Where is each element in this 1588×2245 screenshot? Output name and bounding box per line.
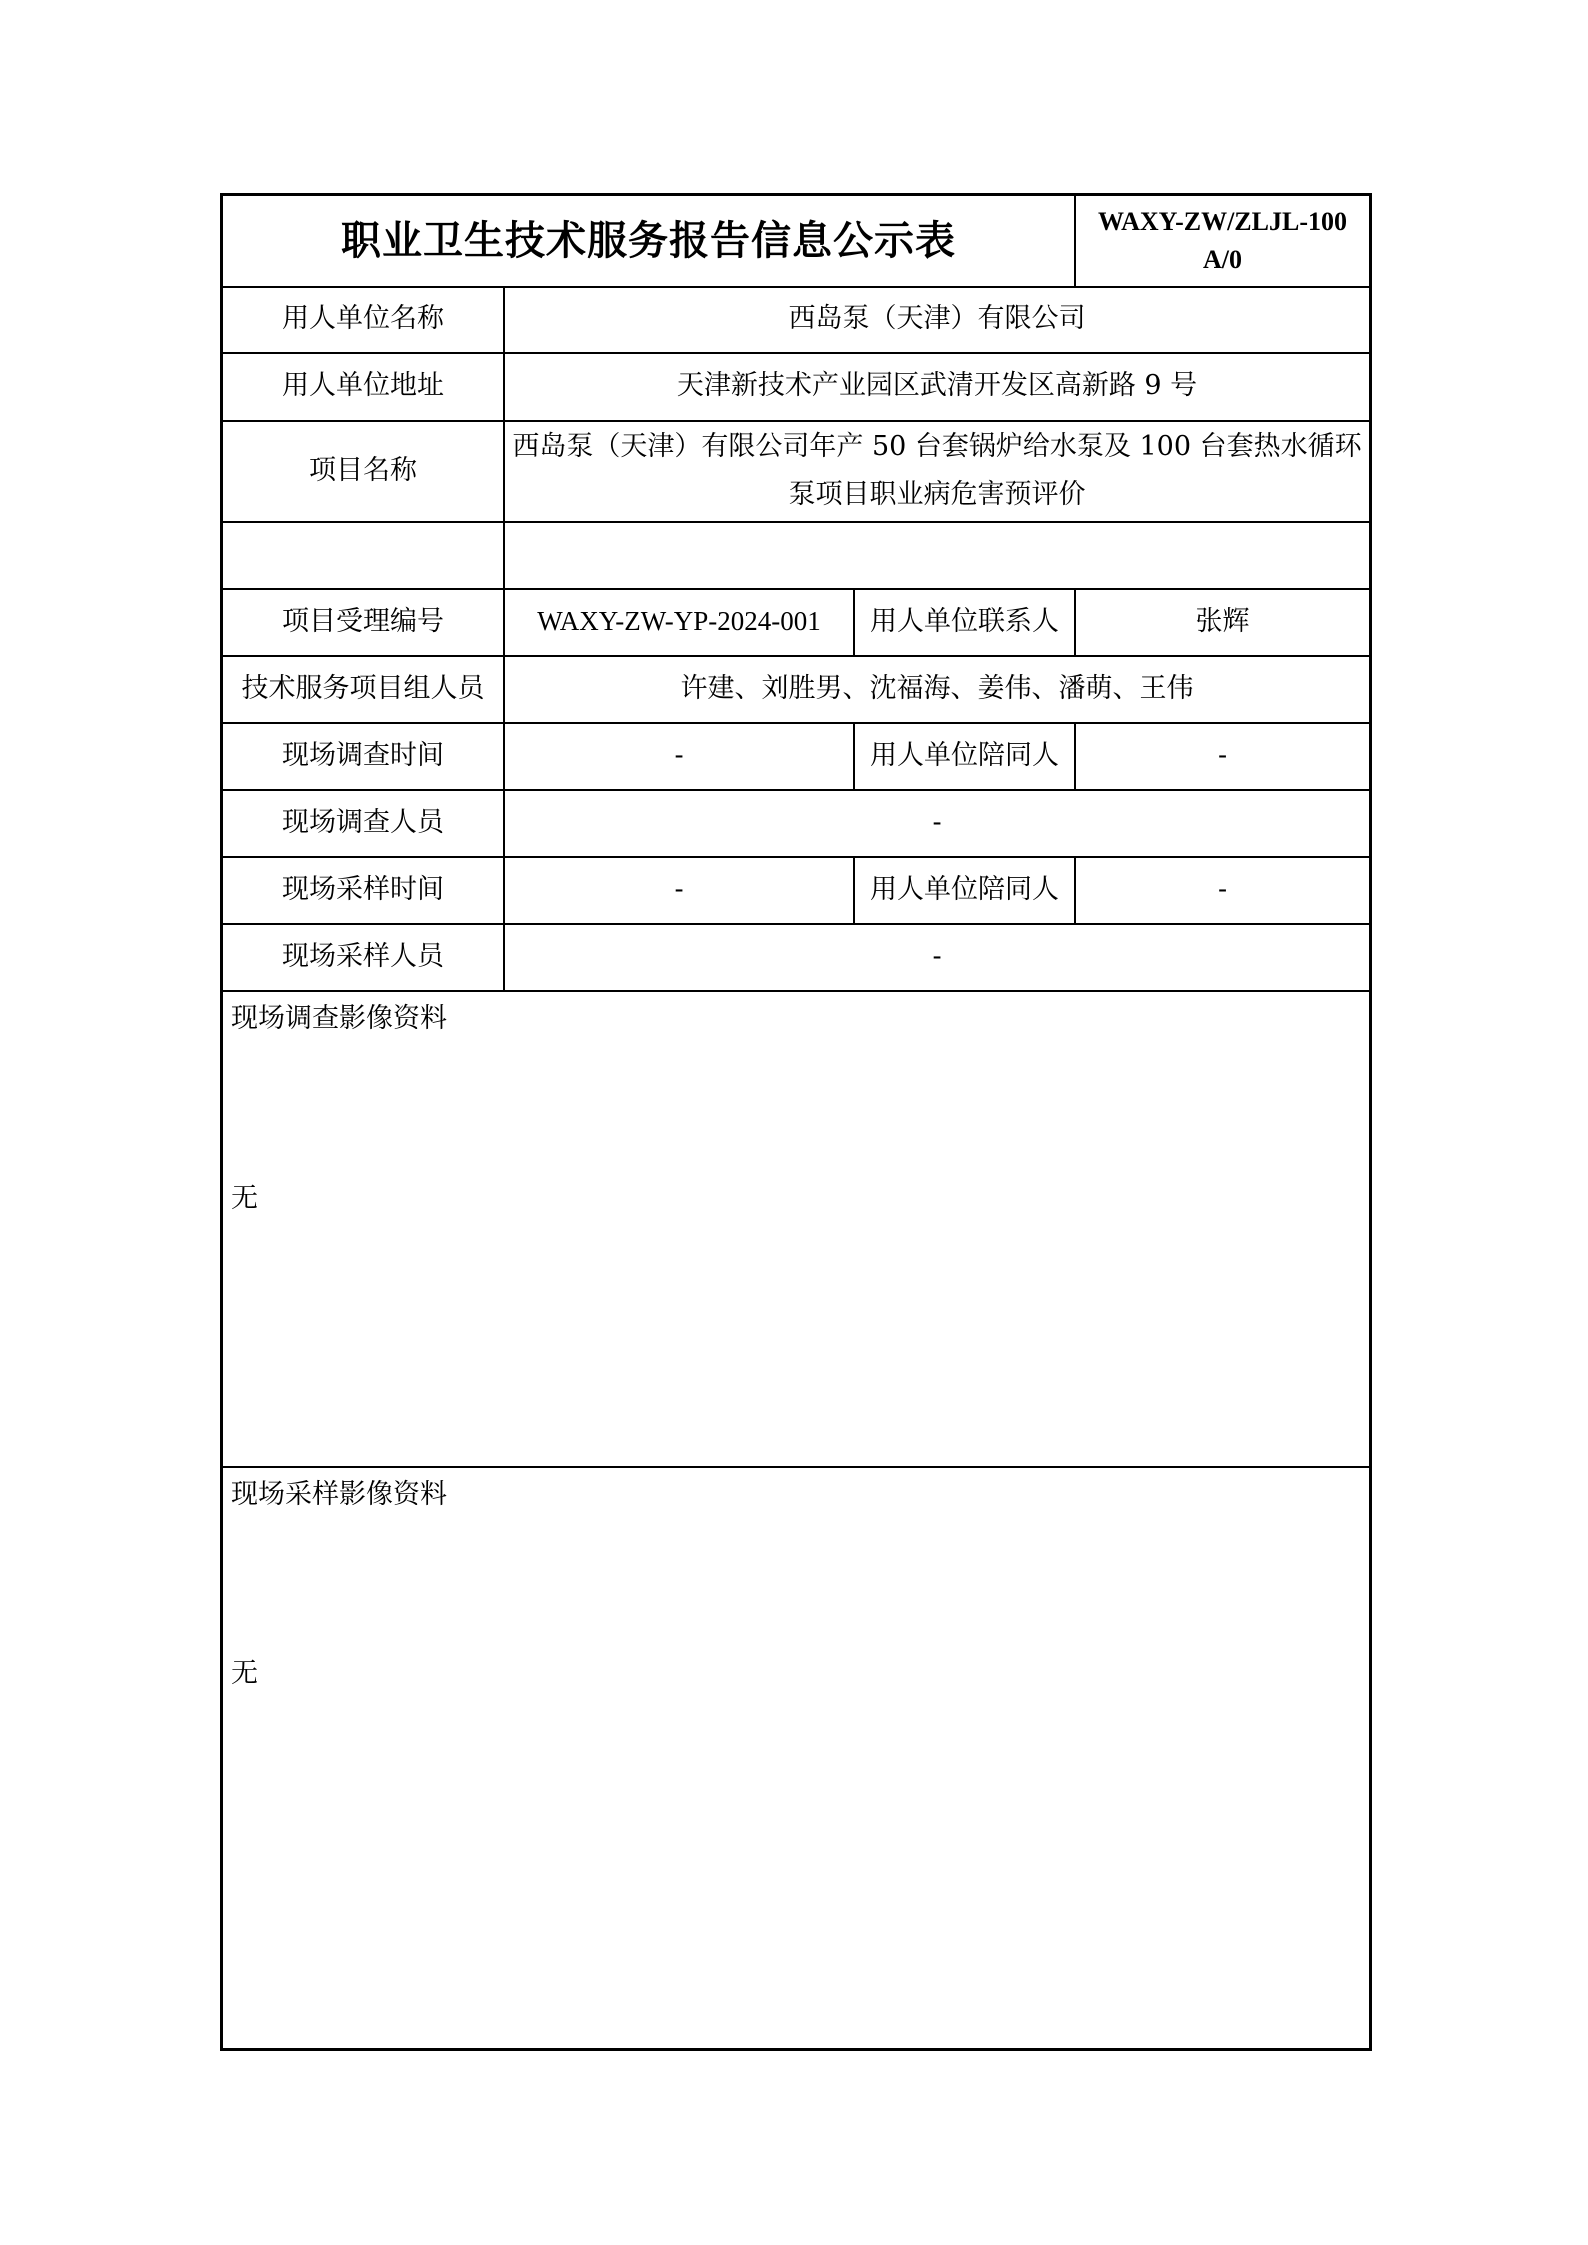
sampling-time-value: - xyxy=(674,873,684,905)
project-name-value xyxy=(505,420,1369,521)
survey-escort-value: - xyxy=(1217,739,1228,771)
survey-time-label: 现场调查时间 xyxy=(282,739,444,771)
sampling-time-label: 现场采样时间 xyxy=(282,873,444,905)
col-divider xyxy=(503,923,505,990)
form-title: 职业卫生技术服务报告信息公示表 xyxy=(341,217,956,264)
contact-person-value: 张辉 xyxy=(1195,605,1250,637)
sampling-staff-value: - xyxy=(932,940,942,972)
unit-address-value: 天津新技术产业园区武清开发区高新路 9 号 xyxy=(676,370,1198,402)
team-members-label: 技术服务项目组人员 xyxy=(241,672,485,704)
sampling-escort-value: - xyxy=(1217,873,1228,905)
survey-escort-label: 用人单位陪同人 xyxy=(870,739,1059,771)
survey-images-value: 无 xyxy=(231,1183,258,1214)
acceptance-number-value: WAXY-ZW-YP-2024-001 xyxy=(537,605,821,636)
form-code xyxy=(1076,196,1369,286)
project-name-line1: 西岛泵（天津）有限公司年产 50 台套锅炉给水泵及 100 台套热水循环 xyxy=(512,431,1362,463)
survey-staff-value: - xyxy=(932,806,942,838)
team-members-value: 许建、刘胜男、沈福海、姜伟、潘萌、王伟 xyxy=(680,672,1194,704)
acceptance-number-label: 项目受理编号 xyxy=(282,605,444,637)
unit-name-value: 西岛泵（天津）有限公司 xyxy=(788,303,1086,335)
sampling-images-value: 无 xyxy=(231,1658,258,1689)
sampling-staff-label: 现场采样人员 xyxy=(282,940,444,972)
survey-images-label: 现场调查影像资料 xyxy=(231,1003,447,1034)
survey-time-value: - xyxy=(674,739,684,771)
project-name-line2: 泵项目职业病危害预评价 xyxy=(788,478,1086,510)
row-divider xyxy=(223,990,1369,992)
unit-name-label: 用人单位名称 xyxy=(282,303,444,335)
row-divider xyxy=(223,521,1369,523)
project-name-label: 项目名称 xyxy=(309,454,417,486)
survey-staff-label: 现场调查人员 xyxy=(282,806,444,838)
section-divider xyxy=(223,1466,1369,1468)
sampling-escort-label: 用人单位陪同人 xyxy=(870,873,1059,905)
form-code-line2: A/0 xyxy=(1203,245,1242,274)
sampling-images-label: 现场采样影像资料 xyxy=(231,1479,447,1510)
form-code-line1: WAXY-ZW/ZLJL-100 xyxy=(1098,207,1347,237)
contact-person-label: 用人单位联系人 xyxy=(870,605,1059,637)
unit-address-label: 用人单位地址 xyxy=(282,370,444,402)
disclosure-form xyxy=(220,193,1372,2051)
